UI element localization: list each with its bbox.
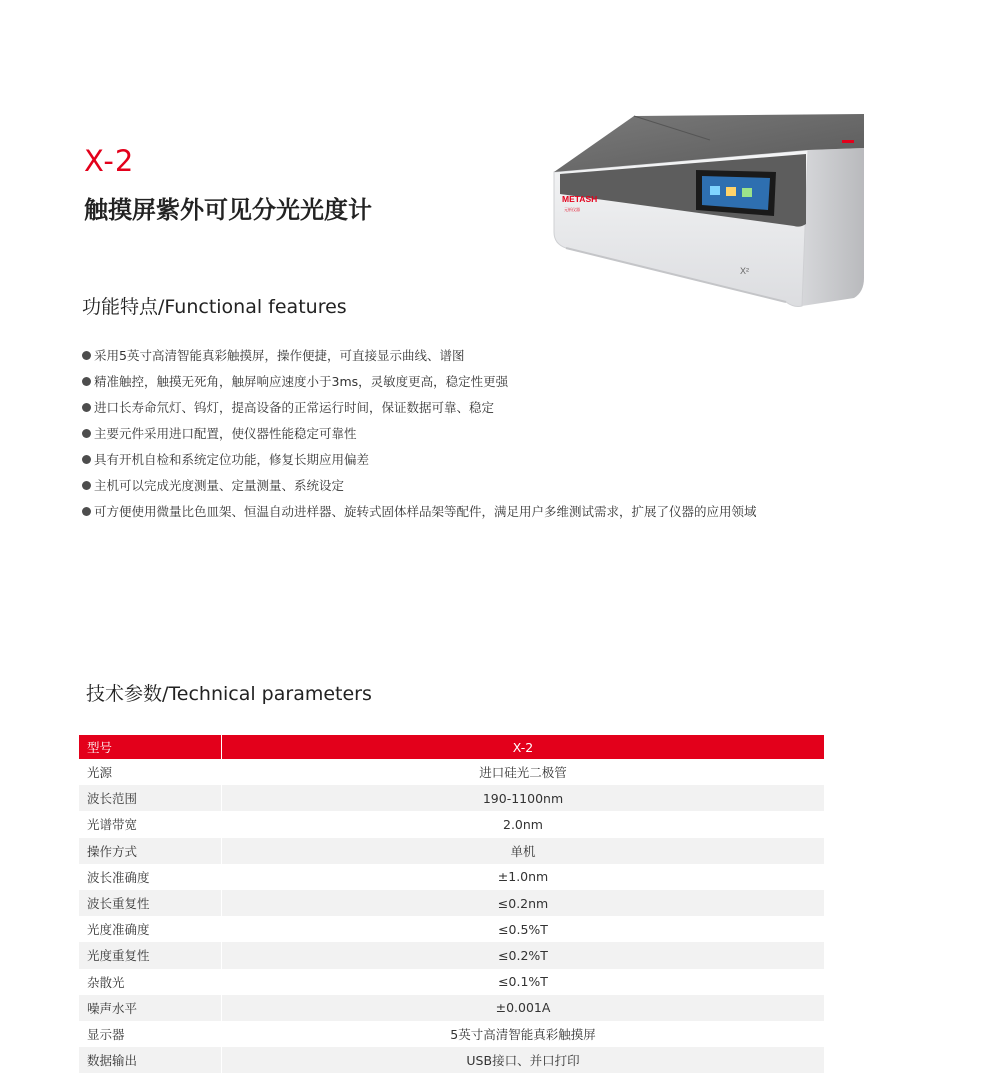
feature-item: 主机可以完成光度测量、定量测量、系统设定 [82, 475, 757, 501]
param-label: 光度准确度 [87, 922, 150, 938]
table-row [79, 838, 824, 864]
table-header-cell: 型号 [79, 735, 222, 759]
brand-logo: METASH [562, 194, 598, 204]
table-row [79, 759, 824, 785]
param-label: 操作方式 [79, 838, 222, 864]
bullet-dot-icon [82, 481, 91, 490]
param-value: 进口硅光二极管 [222, 759, 825, 785]
param-label: 波长范围 [79, 785, 222, 811]
param-label: 波长准确度 [87, 869, 150, 885]
table-row [79, 995, 824, 1021]
params-table [79, 735, 824, 1073]
param-label: 数据输出 [79, 1047, 222, 1073]
table-row [79, 811, 824, 837]
table-header-cell: X-2 [222, 735, 825, 759]
param-label: 噪声水平 [79, 995, 222, 1021]
feature-item: 具有开机自检和系统定位功能，修复长期应用偏差 [82, 449, 757, 475]
feature-item: 可方便使用微量比色皿架、恒温自动进样器、旋转式固体样品架等配件，满足用户多维测试需求，扩展了仪器的应用领域 [82, 501, 757, 527]
table-row [79, 785, 824, 811]
param-label: 显示器 [87, 1026, 125, 1042]
param-label: 光源 [87, 765, 113, 781]
feature-list [82, 345, 757, 527]
feature-item: 精准触控，触摸无死角，触屏响应速度小于3ms，灵敏度更高，稳定性更强 [82, 371, 757, 397]
param-value: USB接口、并口打印 [222, 1047, 825, 1073]
param-label: 杂散光 [87, 974, 125, 990]
param-value: ≤0.5%T [222, 916, 825, 942]
param-value: ±1.0nm [222, 864, 825, 890]
table-row [79, 1021, 824, 1047]
front-badge: X² [740, 266, 749, 276]
param-label: 光度重复性 [79, 942, 222, 968]
bullet-dot-icon [82, 429, 91, 438]
bullet-dot-icon [82, 377, 91, 386]
table-header-row [79, 735, 824, 759]
feature-item: 采用5英寸高清智能真彩触摸屏，操作便捷，可直接显示曲线、谱图 [82, 345, 757, 371]
table-row [79, 890, 824, 916]
table-row [79, 969, 824, 995]
table-row [79, 942, 824, 968]
table-row [79, 1047, 824, 1073]
params-title: 技术参数/Technical parameters [86, 683, 372, 705]
feature-item: 进口长寿命氘灯、钨灯，提高设备的正常运行时间，保证数据可靠、稳定 [82, 397, 757, 423]
param-label: 波长重复性 [79, 890, 222, 916]
brand-sub: 元析仪器 [564, 207, 580, 212]
param-value: ≤0.1%T [222, 969, 825, 995]
param-value: ≤0.2%T [222, 942, 825, 968]
bullet-dot-icon [82, 403, 91, 412]
param-value: ≤0.2nm [222, 890, 825, 916]
bullet-dot-icon [82, 351, 91, 360]
param-value: 5英寸高清智能真彩触摸屏 [222, 1021, 825, 1047]
feature-item: 主要元件采用进口配置，使仪器性能稳定可靠性 [82, 423, 757, 449]
param-value: 单机 [222, 838, 825, 864]
param-label: 光谱带宽 [87, 817, 138, 833]
table-row [79, 864, 824, 890]
instrument-image [550, 112, 870, 312]
bullet-dot-icon [82, 507, 91, 516]
param-value: 190-1100nm [222, 785, 825, 811]
param-value: 2.0nm [222, 811, 825, 837]
bullet-dot-icon [82, 455, 91, 464]
model-code: X-2 [84, 144, 135, 178]
table-row [79, 916, 824, 942]
product-title: 触摸屏紫外可见分光光度计 [84, 196, 372, 224]
param-value: ±0.001A [222, 995, 825, 1021]
features-title: 功能特点/Functional features [82, 296, 347, 318]
